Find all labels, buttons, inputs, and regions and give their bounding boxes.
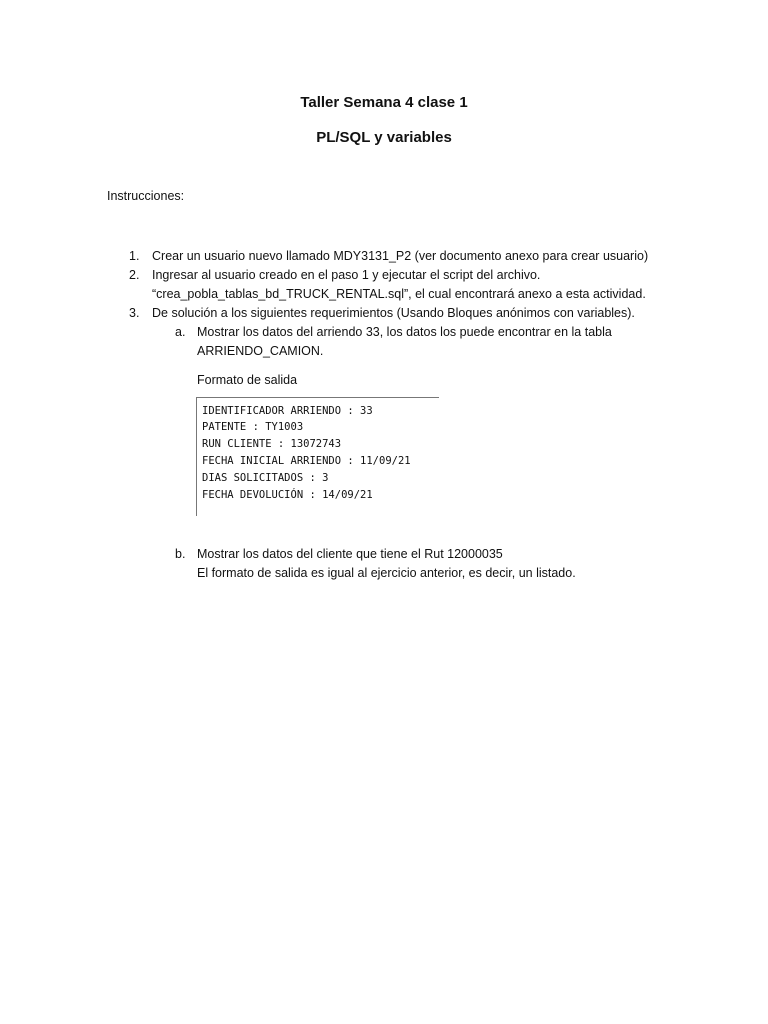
document-title: Taller Semana 4 clase 1 — [300, 94, 468, 111]
sub-list-item-text-continuation: ARRIENDO_CAMION. — [197, 344, 324, 358]
sub-list-item-letter: b. — [175, 547, 186, 561]
output-example-box — [196, 397, 439, 516]
list-item-text-continuation: “crea_pobla_tablas_bd_TRUCK_RENTAL.sql”, el cual encontrará anexo a esta actividad. — [152, 287, 646, 301]
document-subtitle: PL/SQL y variables — [316, 129, 452, 146]
list-item-text: De solución a los siguientes requerimientos (Usando Bloques anónimos con variables). — [152, 306, 635, 320]
sub-list-item-text-continuation: El formato de salida es igual al ejercicio anterior, es decir, un listado. — [197, 566, 576, 580]
output-line: PATENTE : TY1003 — [202, 421, 304, 433]
output-line: DIAS SOLICITADOS : 3 — [202, 472, 329, 484]
sub-list-item-letter: a. — [175, 325, 186, 339]
sub-list-item-text: Mostrar los datos del cliente que tiene el Rut 12000035 — [197, 547, 503, 561]
output-line: RUN CLIENTE : 13072743 — [202, 438, 342, 450]
output-line: IDENTIFICADOR ARRIENDO : 33 — [202, 405, 373, 417]
list-item-text: Ingresar al usuario creado en el paso 1 y ejecutar el script del archivo. — [152, 268, 541, 282]
output-line: FECHA INICIAL ARRIENDO : 11/09/21 — [202, 455, 411, 467]
instructions-label: Instrucciones: — [107, 189, 185, 203]
sub-list-item-text: Mostrar los datos del arriendo 33, los datos los puede encontrar en la tabla — [197, 325, 612, 339]
list-item-number: 3. — [129, 306, 140, 320]
output-line: FECHA DEVOLUCIÓN : 14/09/21 — [202, 489, 373, 501]
list-item-number: 1. — [129, 249, 140, 263]
list-item-text: Crear un usuario nuevo llamado MDY3131_P2 (ver documento anexo para crear usuario) — [152, 249, 649, 263]
output-format-label: Formato de salida — [197, 373, 298, 387]
list-item-number: 2. — [129, 268, 140, 282]
